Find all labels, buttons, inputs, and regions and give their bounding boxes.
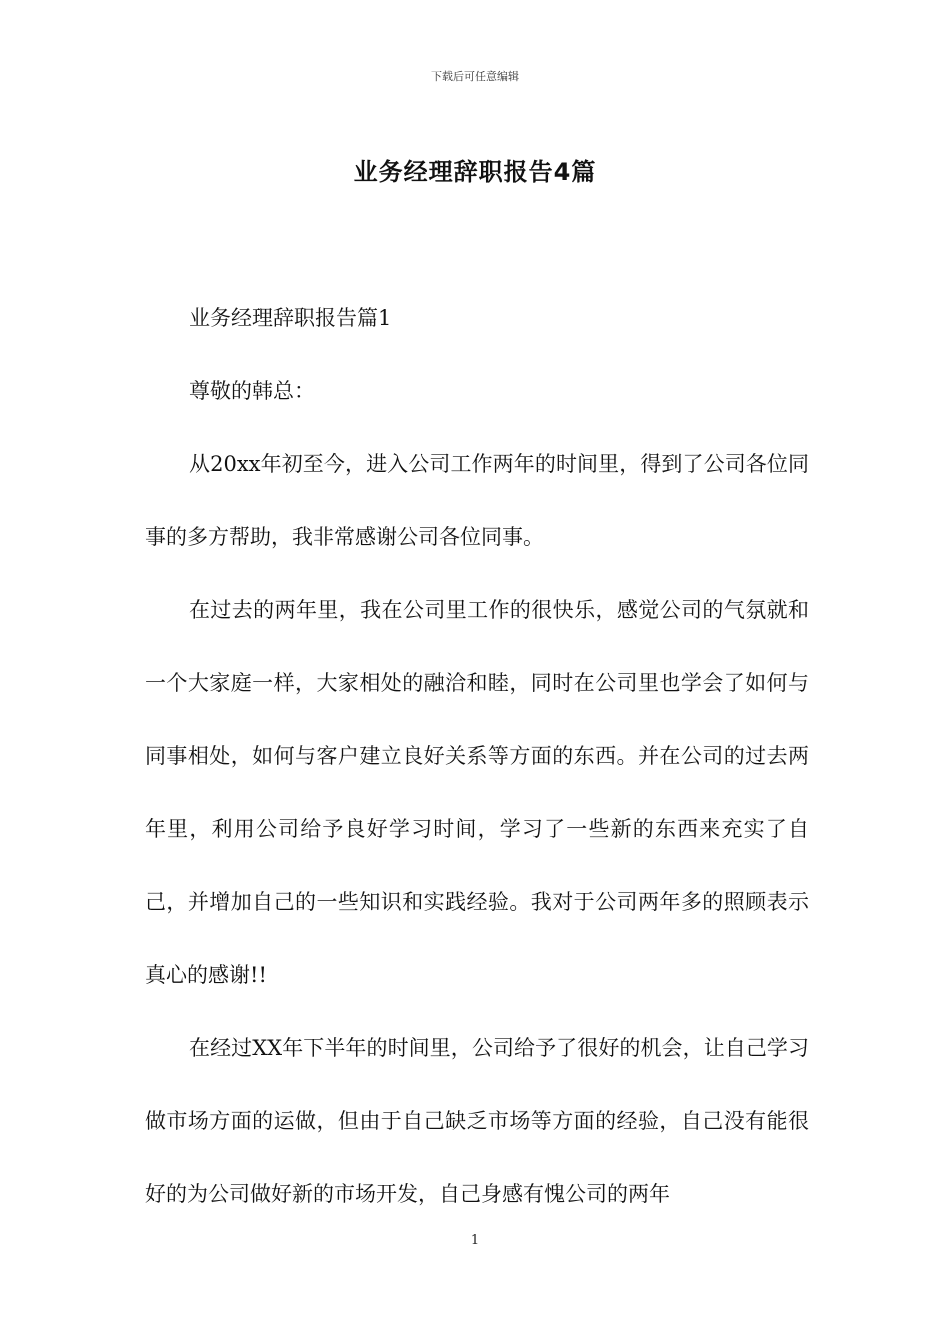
salutation: 尊敬的韩总： [189,379,315,403]
page-number: 1 [470,1233,480,1248]
header-note: 下载后可任意编辑 [431,70,519,83]
section-heading: 业务经理辞职报告篇1 [189,306,392,330]
body-paragraph: 在过去的两年里，我在公司里工作的很快乐，感觉公司的气氛就和一个大家庭一样，大家相处的融洽和睦，同时在公司里也学会了如何与同事相处，如何与客户建立良好关系等方面的东西。并在公司的过去两年里，利用公司给予良好学习时间，学习了一些新的东西来充实了自己，并增加自己的一些知识和实践经验。我对于公司两年多的照顾表示真心的感谢!! [145,598,809,987]
body-paragraph: 从20xx年初至今，进入公司工作两年的时间里，得到了公司各位同事的多方帮助，我非常感谢公司各位同事。 [145,452,809,549]
body-paragraph: 在经过XX年下半年的时间里，公司给予了很好的机会，让自己学习做市场方面的运做，但由于自己缺乏市场等方面的经验，自己没有能很好的为公司做好新的市场开发，自己身感有愧公司的两年 [145,1036,809,1206]
document-body [145,282,809,1231]
document-title: 业务经理辞职报告4篇 [353,158,597,186]
